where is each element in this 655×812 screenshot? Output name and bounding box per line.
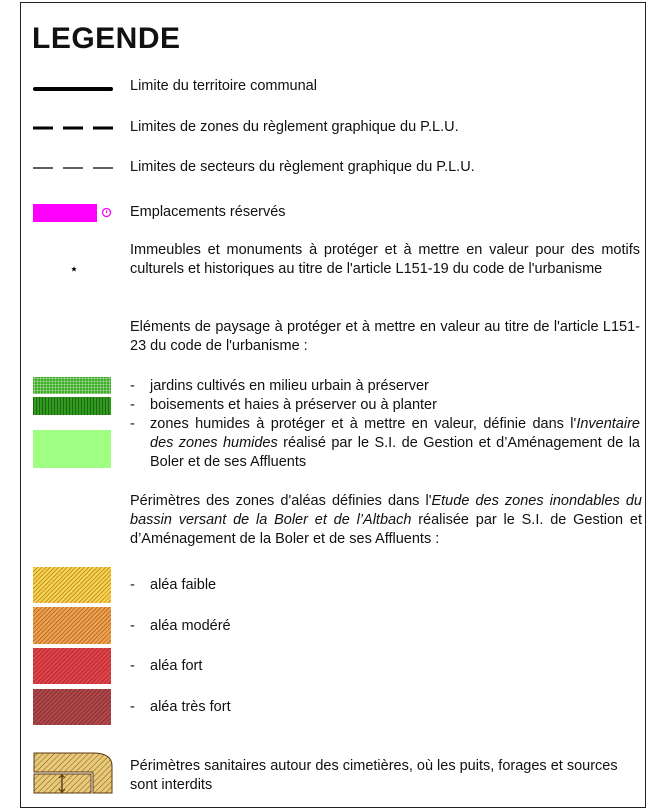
risk-low-label: aléa faible: [150, 577, 217, 593]
sector-limits-label: Limites de secteurs du règlement graphique du P.L.U.: [130, 159, 475, 175]
cemetery-perimeter-label: Périmètres sanitaires autour des cimetières, où les puits, forages et sources sont interdits: [130, 758, 618, 793]
risk-low-swatch: [33, 567, 111, 603]
risk-high-dash: -: [130, 658, 135, 674]
landscape-elements-intro: Eléments de paysage à protéger et à mettre en valeur au titre de l'article L151-23 du code de l'urbanisme :: [130, 319, 640, 354]
wetlands-label-start: zones humides à protéger et à mettre en valeur, définie dans l': [150, 416, 577, 432]
wetlands-swatch: [33, 430, 111, 468]
sector-limits-symbol: [33, 166, 115, 170]
protected-building-star-icon: [71, 266, 77, 272]
hazard-intro-start: Périmètres des zones d'aléas définies dans l': [130, 493, 432, 509]
urban-gardens-swatch: [33, 377, 111, 394]
cemetery-perimeter-symbol: [33, 752, 113, 794]
gardens-dash: -: [130, 378, 135, 394]
wetlands-label-end: réalisé par le S.I. de Gestion et d’Aménagement de la Boler et de ses Affluents: [150, 435, 640, 470]
wetlands-inventory-title: Inventaire des zones humides: [150, 416, 640, 451]
reserved-sites-label: Emplacements réservés: [130, 204, 286, 220]
risk-very-high-swatch: [33, 689, 111, 725]
woods-dash: -: [130, 397, 135, 413]
zone-limits-label: Limites de zones du règlement graphique du P.L.U.: [130, 119, 459, 135]
protected-buildings-label: Immeubles et monuments à protéger et à mettre en valeur pour des motifs culturels et historiques au titre de l'article L151-19 du code de l'urbanisme: [130, 242, 640, 277]
urban-gardens-label: jardins cultivés en milieu urbain à préserver: [150, 378, 429, 394]
risk-moderate-dash: -: [130, 618, 135, 634]
commune-limit-symbol: [33, 87, 113, 91]
risk-high-swatch: [33, 648, 111, 684]
risk-moderate-label: aléa modéré: [150, 618, 231, 634]
commune-limit-label: Limite du territoire communal: [130, 78, 317, 94]
reserved-sites-marker-icon: [101, 207, 112, 218]
hazard-intro-end: réalisée par le S.I. de Gestion et d’Aménagement de la Boler et de ses Affluents :: [130, 512, 642, 547]
woods-hedges-label: boisements et haies à préserver ou à planter: [150, 397, 437, 413]
risk-high-label: aléa fort: [150, 658, 203, 674]
wetlands-dash: -: [130, 416, 135, 432]
zone-limits-symbol: [33, 125, 115, 131]
woods-hedges-swatch: [33, 397, 111, 415]
wetlands-label: [150, 415, 640, 472]
risk-very-high-dash: -: [130, 699, 135, 715]
reserved-sites-swatch: [33, 204, 97, 222]
risk-low-dash: -: [130, 577, 135, 593]
risk-moderate-swatch: [33, 607, 111, 644]
risk-very-high-label: aléa très fort: [150, 699, 231, 715]
hazard-zones-intro: [130, 492, 642, 549]
legend-title: LEGENDE: [32, 22, 181, 55]
hazard-study-title: Etude des zones inondables du bassin versant de la Boler et de l’Altbach: [130, 493, 642, 528]
